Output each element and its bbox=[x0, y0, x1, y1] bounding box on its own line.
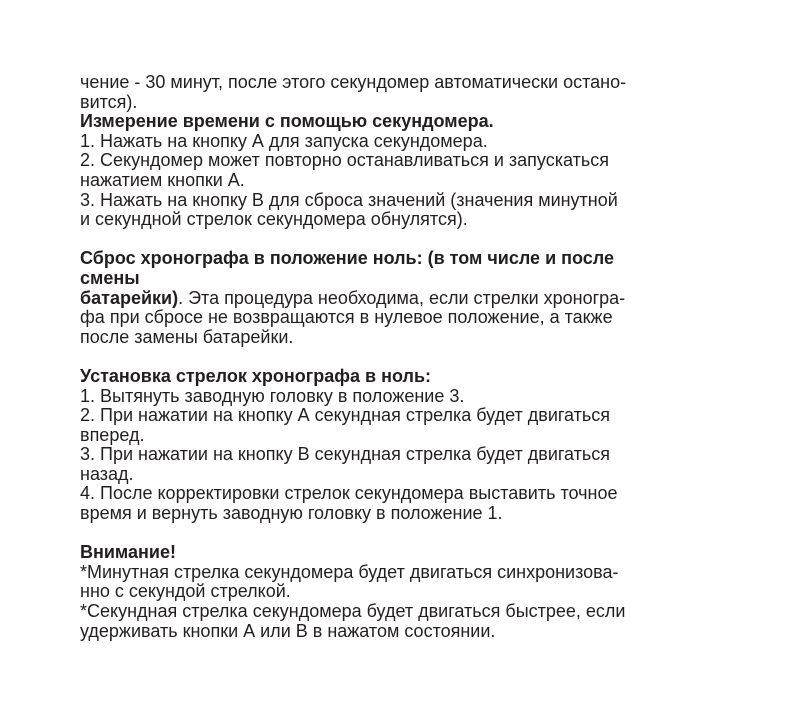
section-line: 1. Нажать на кнопку А для запуска секундомера. bbox=[80, 130, 488, 151]
section-line: *Секундная стрелка секундомера будет двигаться быстрее, если bbox=[80, 601, 626, 622]
section-line-text: . Эта процедура необходима, если стрелки хроногра- bbox=[178, 287, 626, 308]
section-heading: Измерение времени с помощью секундомера. bbox=[80, 111, 494, 132]
paragraph-gap bbox=[80, 230, 760, 250]
section-line: 2. При нажатии на кнопку А секундная стрелка будет двигаться bbox=[80, 405, 611, 426]
section-line: 4. После корректировки стрелок секундомера выставить точное bbox=[80, 483, 618, 504]
section-line: 2. Секундомер может повторно останавливаться и запускаться bbox=[80, 150, 609, 171]
section-line bbox=[80, 289, 760, 309]
section-line: 3. При нажатии на кнопку В секундная стрелка будет двигаться bbox=[80, 444, 611, 465]
section-line: нно с секундой стрелкой. bbox=[80, 581, 291, 602]
section-line: вперед. bbox=[80, 424, 145, 445]
paragraph-gap bbox=[80, 347, 760, 367]
manual-page bbox=[80, 73, 760, 641]
section-line: нажатием кнопки А. bbox=[80, 169, 245, 190]
section-line: и секундной стрелок секундомера обнулятся). bbox=[80, 209, 468, 230]
section-heading: Внимание! bbox=[80, 542, 176, 563]
section-line: время и вернуть заводную головку в положение 1. bbox=[80, 503, 503, 524]
intro-line-2: вится). bbox=[80, 91, 138, 112]
section-heading-tail: батарейки) bbox=[80, 287, 179, 308]
section-line: 1. Вытянуть заводную головку в положение 3. bbox=[80, 385, 465, 406]
section-line: назад. bbox=[80, 463, 134, 484]
section-line: 3. Нажать на кнопку В для сброса значений (значения минутной bbox=[80, 189, 618, 210]
section-stopwatch-measure bbox=[80, 112, 760, 230]
section-line: *Минутная стрелка секундомера будет двигаться синхронизова- bbox=[80, 561, 619, 582]
section-attention bbox=[80, 543, 760, 641]
section-line: после замены батарейки. bbox=[80, 326, 294, 347]
section-heading: Сброс хронографа в положение ноль: (в том числе и после bbox=[80, 248, 614, 269]
section-hands-zero-setup bbox=[80, 367, 760, 524]
intro-line-1: чение - 30 минут, после этого секундомер автоматически остано- bbox=[80, 72, 627, 92]
section-heading: Установка стрелок хронографа в ноль: bbox=[80, 365, 431, 386]
intro-paragraph bbox=[80, 73, 760, 112]
paragraph-gap bbox=[80, 524, 760, 544]
section-heading-continued: смены bbox=[80, 267, 140, 288]
section-line: удерживать кнопки А или В в нажатом состоянии. bbox=[80, 620, 496, 641]
section-chronograph-reset bbox=[80, 249, 760, 347]
section-line: фа при сбросе не возвращаются в нулевое положение, а также bbox=[80, 307, 613, 328]
